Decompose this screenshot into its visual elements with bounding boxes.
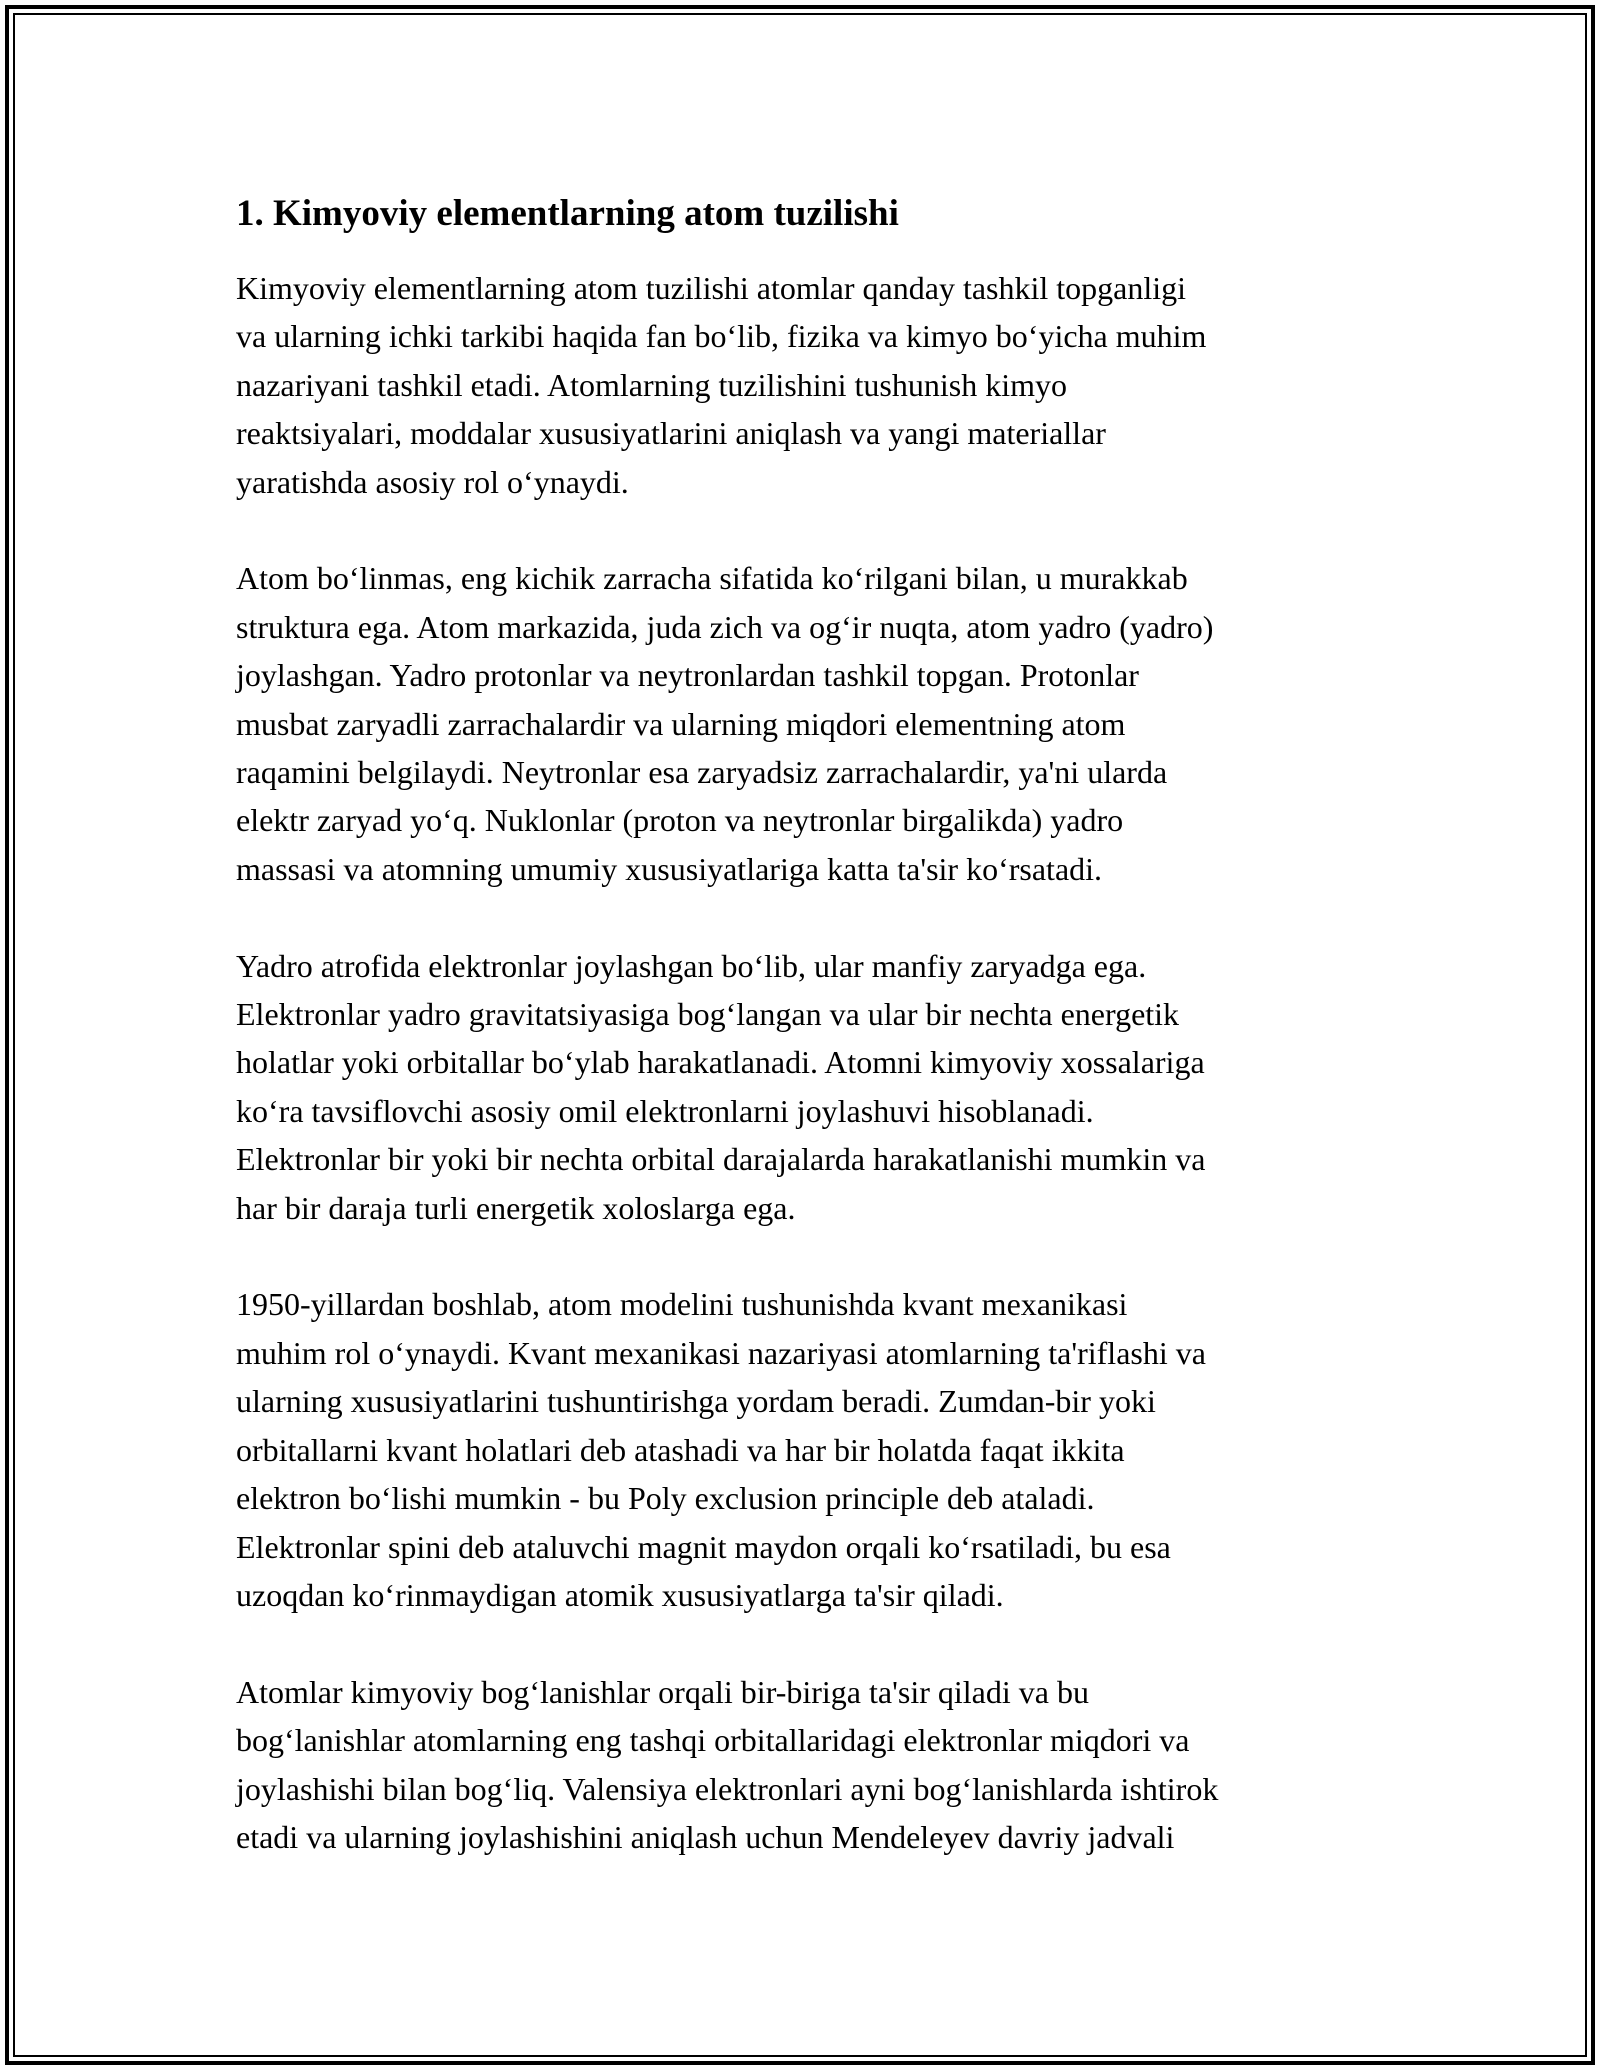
- text-line: massasi va atomning umumiy xususiyatlariga katta ta'sir ko‘rsatadi.: [236, 850, 1103, 887]
- text-line: ularning xususiyatlarini tushuntirishga yordam beradi. Zumdan-bir yoki: [236, 1383, 1156, 1420]
- text-line: ko‘ra tavsiflovchi asosiy omil elektronlarni joylashuvi hisoblanadi.: [236, 1092, 1094, 1129]
- text-line: 1950-yillardan boshlab, atom modelini tushunishda kvant mexanikasi: [236, 1286, 1128, 1323]
- text-line: reaktsiyalari, moddalar xususiyatlarini aniqlash va yangi materiallar: [236, 415, 1106, 452]
- text-line: uzoqdan ko‘rinmaydigan atomik xususiyatlarga ta'sir qiladi.: [236, 1576, 1004, 1613]
- text-line: bog‘lanishlar atomlarning eng tashqi orbitallaridagi elektronlar miqdori va: [236, 1722, 1190, 1759]
- text-line: Kimyoviy elementlarning atom tuzilishi atomlar qanday tashkil topganligi: [236, 270, 1187, 306]
- paragraph-4: [236, 1280, 1396, 1619]
- text-line: struktura ega. Atom markazida, juda zich va og‘ir nuqta, atom yadro (yadro): [236, 608, 1214, 645]
- text-line: muhim rol o‘ynaydi. Kvant mexanikasi nazariyasi atomlarning ta'riflashi va: [236, 1334, 1206, 1371]
- document-body: [236, 188, 1396, 1861]
- text-line: va ularning ichki tarkibi haqida fan bo‘lib, fizika va kimyo bo‘yicha muhim: [236, 318, 1207, 355]
- text-line: har bir daraja turli energetik xoloslarga ega.: [236, 1189, 796, 1226]
- text-line: elektr zaryad yo‘q. Nuklonlar (proton va neytronlar birgalikda) yadro: [236, 802, 1124, 839]
- text-line: etadi va ularning joylashishini aniqlash uchun Mendeleyev davriy jadvali: [236, 1818, 1175, 1855]
- text-line: yaratishda asosiy rol o‘ynaydi.: [236, 463, 629, 500]
- text-line: Elektronlar spini deb ataluvchi magnit maydon orqali ko‘rsatiladi, bu esa: [236, 1528, 1171, 1565]
- text-line: musbat zaryadli zarrachalardir va ularning miqdori elementning atom: [236, 705, 1126, 742]
- paragraph-5: [236, 1668, 1396, 1862]
- text-line: Elektronlar bir yoki bir nechta orbital darajalarda harakatlanishi mumkin va: [236, 1141, 1206, 1178]
- text-line: Yadro atrofida elektronlar joylashgan bo‘lib, ular manfiy zaryadga ega.: [236, 947, 1147, 984]
- paragraph-3: [236, 942, 1396, 1232]
- text-line: Atom bo‘linmas, eng kichik zarracha sifatida ko‘rilgani bilan, u murakkab: [236, 560, 1188, 597]
- text-line: raqamini belgilaydi. Neytronlar esa zaryadsiz zarrachalardir, ya'ni ularda: [236, 754, 1168, 791]
- text-line: orbitallarni kvant holatlari deb atashadi va har bir holatda faqat ikkita: [236, 1431, 1125, 1468]
- paragraph-2: [236, 554, 1396, 893]
- paragraph-1: [236, 264, 1396, 506]
- text-line: nazariyani tashkil etadi. Atomlarning tuzilishini tushunish kimyo: [236, 366, 1067, 403]
- text-line: joylashishi bilan bog‘liq. Valensiya elektronlari ayni bog‘lanishlarda ishtirok: [236, 1770, 1219, 1807]
- text-line: holatlar yoki orbitallar bo‘ylab harakatlanadi. Atomni kimyoviy xossalariga: [236, 1044, 1205, 1081]
- section-heading: 1. Kimyoviy elementlarning atom tuzilishi: [236, 193, 899, 234]
- text-line: Elektronlar yadro gravitatsiyasiga bog‘langan va ular bir nechta energetik: [236, 996, 1180, 1033]
- text-line: Atomlar kimyoviy bog‘lanishlar orqali bir-biriga ta'sir qiladi va bu: [236, 1673, 1089, 1710]
- text-line: joylashgan. Yadro protonlar va neytronlardan tashkil topgan. Protonlar: [236, 657, 1139, 694]
- text-line: elektron bo‘lishi mumkin - bu Poly exclusion principle deb ataladi.: [236, 1480, 1095, 1517]
